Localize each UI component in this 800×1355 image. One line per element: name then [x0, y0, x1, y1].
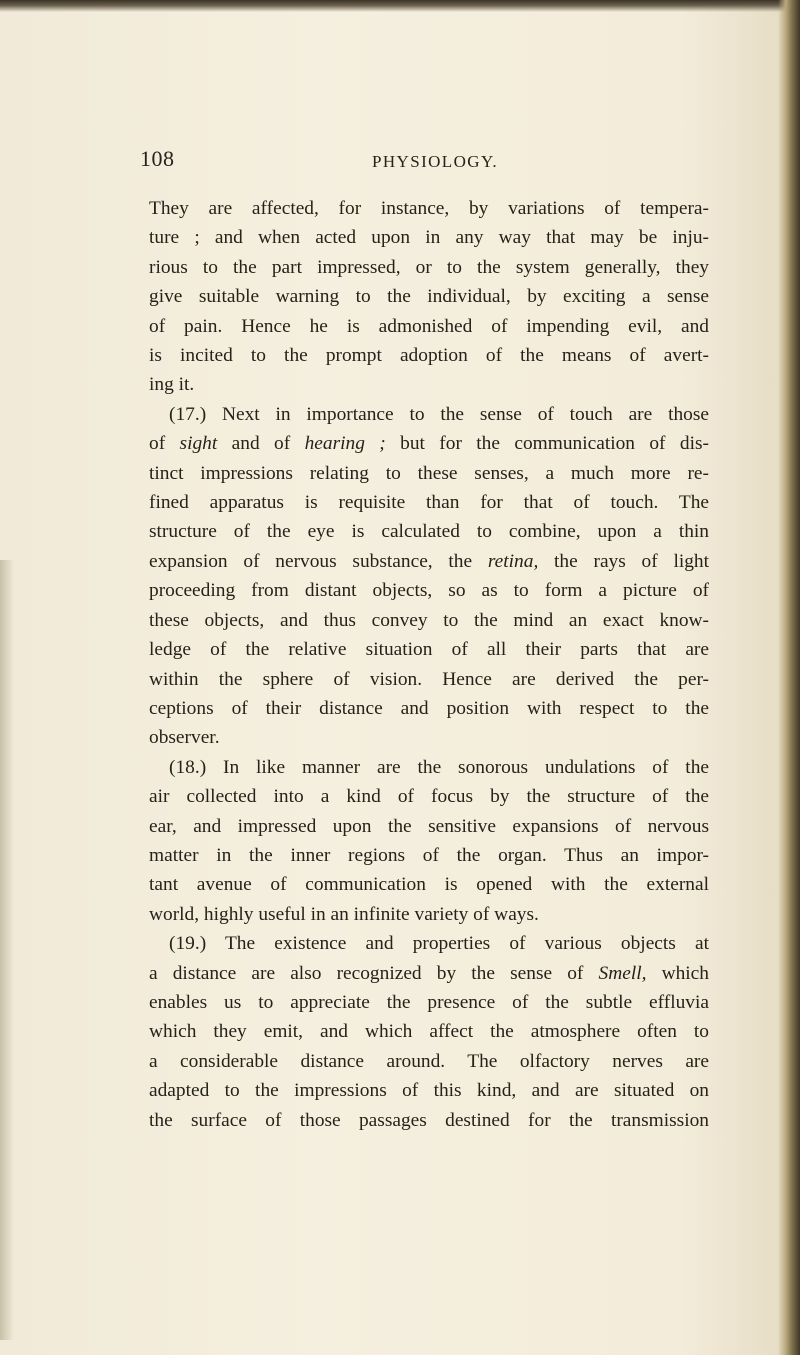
text-line: structure of the eye is calculated to combine, upon a thin — [149, 521, 709, 543]
text-line: observer. — [149, 727, 220, 749]
text-line: enables us to appreciate the presence of the subtle effluvia — [149, 991, 709, 1013]
text-line: ear, and impressed upon the sensitive expansions of nervous — [149, 815, 709, 837]
text-line: is incited to the prompt adoption of the means of avert- — [149, 345, 709, 367]
text-line: matter in the inner regions of the organ. Thus an impor- — [149, 844, 709, 866]
text-line: ing it. — [149, 374, 195, 396]
text-line: fined apparatus is requisite than for that of touch. The — [149, 492, 709, 514]
text-line: tant avenue of communication is opened with the external — [149, 874, 709, 896]
text-line: a distance are also recognized by the sense of Smell, which — [149, 962, 709, 984]
text-line: the surface of those passages destined for the transmission — [149, 1109, 709, 1131]
text-line: ture ; and when acted upon in any way that may be inju- — [149, 227, 709, 249]
text-line: of pain. Hence he is admonished of impending evil, and — [149, 315, 709, 337]
text-line: ledge of the relative situation of all their parts that are — [149, 639, 709, 661]
text-line: of sight and of hearing ; but for the communication of dis- — [149, 433, 709, 455]
text-line: within the sphere of vision. Hence are derived the per- — [149, 668, 709, 690]
text-line: ceptions of their distance and position with respect to the — [149, 697, 709, 719]
page-edge-stain — [0, 560, 14, 1340]
text-line: which they emit, and which affect the atmosphere often to — [149, 1021, 709, 1043]
page-top-shadow — [0, 0, 800, 12]
paragraph-19-start: (19.) The existence and properties of various objects at — [169, 933, 709, 955]
page-number: 108 — [140, 146, 175, 171]
book-gutter-edge — [778, 0, 800, 1355]
text-line: these objects, and thus convey to the mind an exact know- — [149, 609, 709, 631]
running-head — [140, 146, 700, 178]
text-line: world, highly useful in an infinite variety of ways. — [149, 903, 539, 925]
text-line: air collected into a kind of focus by the structure of the — [149, 786, 709, 808]
text-line: rious to the part impressed, or to the system generally, they — [149, 256, 709, 278]
text-line: They are affected, for instance, by variations of tempera- — [149, 198, 709, 219]
text-line: adapted to the impressions of this kind, and are situated on — [149, 1080, 709, 1102]
text-line: a considerable distance around. The olfactory nerves are — [149, 1050, 709, 1072]
body-text — [149, 194, 709, 1135]
text-line: proceeding from distant objects, so as to form a picture of — [149, 580, 709, 602]
text-line: expansion of nervous substance, the retina, the rays of light — [149, 550, 709, 572]
text-line: tinct impressions relating to these senses, a much more re- — [149, 462, 709, 484]
running-title: PHYSIOLOGY. — [372, 152, 499, 171]
paragraph-17-start: (17.) Next in importance to the sense of touch are those — [169, 403, 709, 425]
text-line: give suitable warning to the individual, by exciting a sense — [149, 286, 709, 308]
paragraph-18-start: (18.) In like manner are the sonorous undulations of the — [169, 756, 709, 778]
